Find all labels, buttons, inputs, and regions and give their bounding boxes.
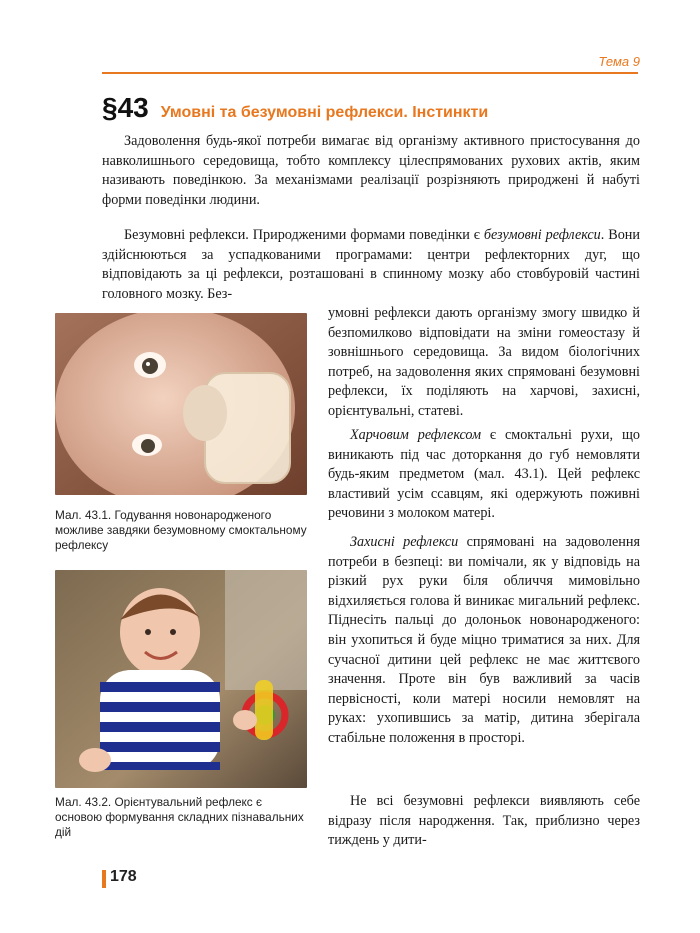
p5-text: спрямовані на задоволення потреби в безпеці: ви помічали, як у відповідь на різкий рух руки біля обличчя мимовільно відхиляється голова й виникає мигальний рефлекс. Піднесіть пальці до долоньок новонародженого: він ухопиться й буде міцно триматися за них. Для сучасної дитини цей рефлекс не має життєвого значення. Проте він був важливий за часів первісності, коли матері носили немовлят на руках: ухопившись за матір, дитина зберігала стабільне положення в просторі. <box>328 534 640 746</box>
section-number: §43 <box>102 92 149 123</box>
section-heading <box>102 92 642 124</box>
p4-text: є смоктальні рухи, що виникають під час доторкання до губ немовляти будь-яким предметом (мал. 43.1). Цей рефлекс властивий усім ссавцям, які одержують поживні речовини з молоком матері. <box>328 427 640 522</box>
topic-label: Тема 9 <box>598 54 640 69</box>
figure-caption-1: Мал. 43.1. Годування новонародженого можливе завдяки безумовному смоктальному рефлексу <box>55 508 307 552</box>
paragraph-continuation: Не всі безумовні рефлекси виявляють себе відразу після народження. Так, приблизно через тиждень у дити- <box>328 793 640 849</box>
header-rule <box>102 72 638 74</box>
paragraph-unconditioned <box>102 226 640 304</box>
p2-end: . Вони здійснюються за успадкованими програмами: центри рефлекторних дуг, що відповідають за ці рефлекси, розташовані в спинному мозку або стовбуровій частині головного мозку. Без- <box>102 227 640 302</box>
paragraph-types: умовні рефлекси дають організму змогу швидко й безпомилково відповідати на зміни гомеостазу й зовнішнього середовища. За видом біологічних потреб, на задоволення яких спрямовані безумовні рефлекси, їх поділяють на харчові, захисні, орієнтувальні, статеві. <box>328 305 640 419</box>
p2-start: Безумовні рефлекси. Природженими формами поведінки є <box>124 227 484 243</box>
paragraph-food-reflex <box>328 426 640 524</box>
paragraph-intro: Задоволення будь-якої потреби вимагає від організму активного пристосування до навколишнього середовища, тобто комплексу цілеспрямованих рухових актів, яким називають поведінкою. За механізмами реалізації розрізняють природжені й набуті форми поведінки людини. <box>102 133 640 208</box>
figure-baby-feeding-photo <box>55 313 307 495</box>
figure-baby-toy-photo <box>55 570 307 788</box>
section-title: Умовні та безумовні рефлекси. Інстинкти <box>160 104 489 121</box>
term-protective-reflex: Захисні рефлекси <box>350 534 459 550</box>
term-unconditioned-reflexes: безумовні рефлекси <box>483 227 601 243</box>
page-number: 178 <box>110 868 137 885</box>
paragraph-protective-reflex <box>328 533 640 749</box>
page-number-bar <box>102 870 106 888</box>
figure-caption-2: Мал. 43.2. Орієнтувальний рефлекс є основою формування складних пізнавальних дій <box>55 795 304 839</box>
term-food-reflex: Харчовим рефлексом <box>350 427 481 443</box>
